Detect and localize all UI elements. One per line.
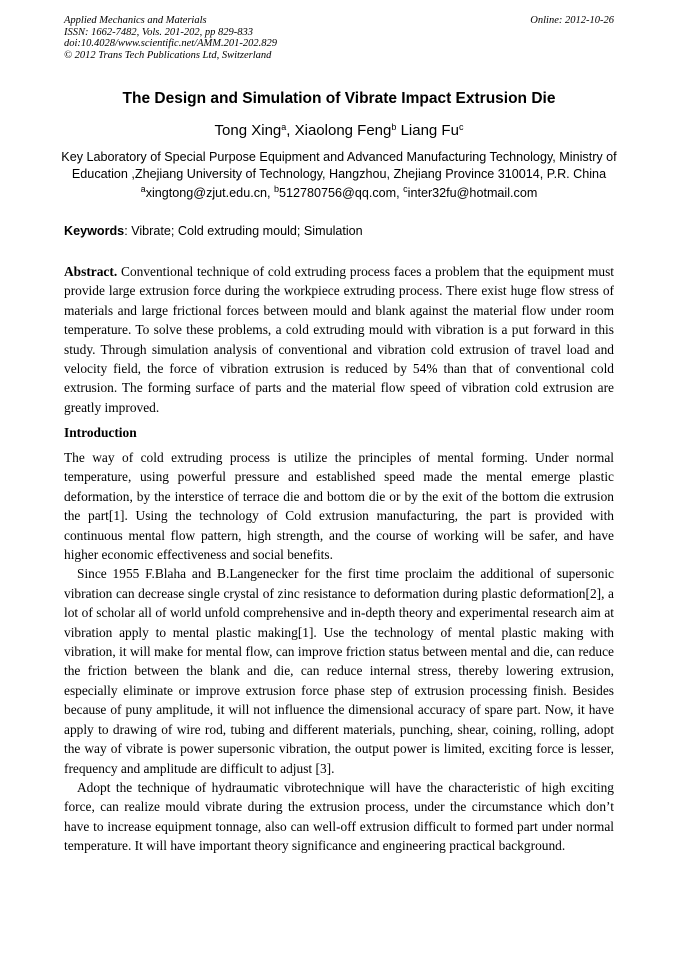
email-link[interactable]: inter32fu@hotmail.com — [407, 186, 538, 200]
copyright-line: © 2012 Trans Tech Publications Ltd, Switzerland — [64, 49, 272, 61]
paper-title: The Design and Simulation of Vibrate Impact Extrusion Die — [122, 90, 556, 107]
email-link[interactable]: xingtong@zjut.edu.cn — [145, 186, 267, 200]
issn-line: ISSN: 1662-7482, Vols. 201-202, pp 829-833 — [64, 26, 253, 38]
keywords-label: Keywords — [64, 224, 125, 238]
affiliation: Key Laboratory of Special Purpose Equipment and Advanced Manufacturing Technology, Ministry of Education ,Zhejiang University of Technology, Hangzhou, Zhejiang Province 310014, P.R. China — [61, 150, 617, 181]
author-name: Tong Xing — [214, 122, 282, 139]
online-date: Online: 2012-10-26 — [530, 15, 614, 26]
journal-header — [64, 15, 614, 61]
email-mark: b — [274, 184, 280, 194]
author-name: Liang Fu — [400, 122, 459, 139]
abstract-text: Conventional technique of cold extruding process faces a problem that the equipment must provide large extrusion force during the workpiece extruding process. There exist huge flow stress of materials and large frictional forces between mould and blank against the material flow under room temperature. To solve these problems, a cold extruding mould with vibration is a put forward in this study. Through simulation analysis of conventional and vibration cold extrusion of travel load and velocity field, the force of vibration extrusion is reduced by 54% than that of conventional cold extrusion. The forming surface of parts and the material flow speed of vibration cold extrusion are greatly improved. — [64, 264, 614, 415]
keywords-text: : Vibrate; Cold extruding mould; Simulation — [124, 224, 363, 238]
section-heading-introduction: Introduction — [64, 425, 137, 440]
email-link[interactable]: 512780756@qq.com — [279, 186, 397, 200]
author-separator: , — [286, 122, 295, 139]
abstract-label: Abstract. — [64, 264, 118, 279]
journal-name: Applied Mechanics and Materials — [64, 15, 207, 26]
email-separator: , — [267, 186, 274, 200]
author-affil-mark: a — [281, 122, 287, 132]
keywords — [64, 224, 363, 238]
email-list — [0, 186, 678, 200]
author-affil-mark: b — [391, 122, 397, 132]
author-name: Xiaolong Feng — [294, 122, 392, 139]
author-affil-mark: c — [458, 122, 464, 132]
paragraph: Adopt the technique of hydraumatic vibrotechnique will have the characteristic of high exciting force, can realize mould vibrate during the extrusion process, under the circumstance which don’t have to increase equipment tonnage, also can well-off extrusion difficult to formed part under normal temperature. It will have important theory significance and engineering practical background. — [64, 779, 614, 854]
paragraph: The way of cold extruding process is utilize the principles of mental forming. Under normal temperature, using powerful pressure and established speed made the mental emerge plastic deformation, by the interstice of terrace die and bottom die or by the exit of the bottom die extrusion the part[1]. Using the technology of Cold extrusion manufacturing, the part is provided with continuous mental flow pattern, high strength, and the course of working will be safer, and have higher economic effectiveness and social benefits. — [64, 450, 614, 563]
paragraph: Since 1955 F.Blaha and B.Langenecker for the first time proclaim the additional of supersonic vibration can decrease single crystal of zinc resistance to deformation during plastic deformation[2], a lot of scholar all of world unfold comprehensive and in-depth theory and experimental research aim at vibration apply to mental plastic making[1]. Use the technology of mental plastic making with vibration, it will make for mental flow, can improve friction status between mental and die, can reduce the friction between the blank and die, can reduce internal stress, thereby lowering extrusion, especially eliminate or improve extrusion force phase step of extrusion processing finish. Besides because of puny amplitude, it will not influence the dimensional accuracy of spare part. Now, it have apply to drawing of wire rod, tubing and different materials, punching, shear, coining, rolling, adopt the way of vibrate is power supersonic vibration, the output power is limited, exciting force is lesser, frequency and amplitude are difficult to adjust [3]. — [64, 566, 614, 776]
email-mark: c — [403, 184, 408, 194]
author-list — [0, 122, 678, 139]
email-mark: a — [140, 184, 146, 194]
doi-line: doi:10.4028/www.scientific.net/AMM.201-202.829 — [64, 38, 277, 49]
introduction-body — [64, 448, 614, 856]
abstract — [64, 262, 614, 417]
email-separator: , — [396, 186, 404, 200]
